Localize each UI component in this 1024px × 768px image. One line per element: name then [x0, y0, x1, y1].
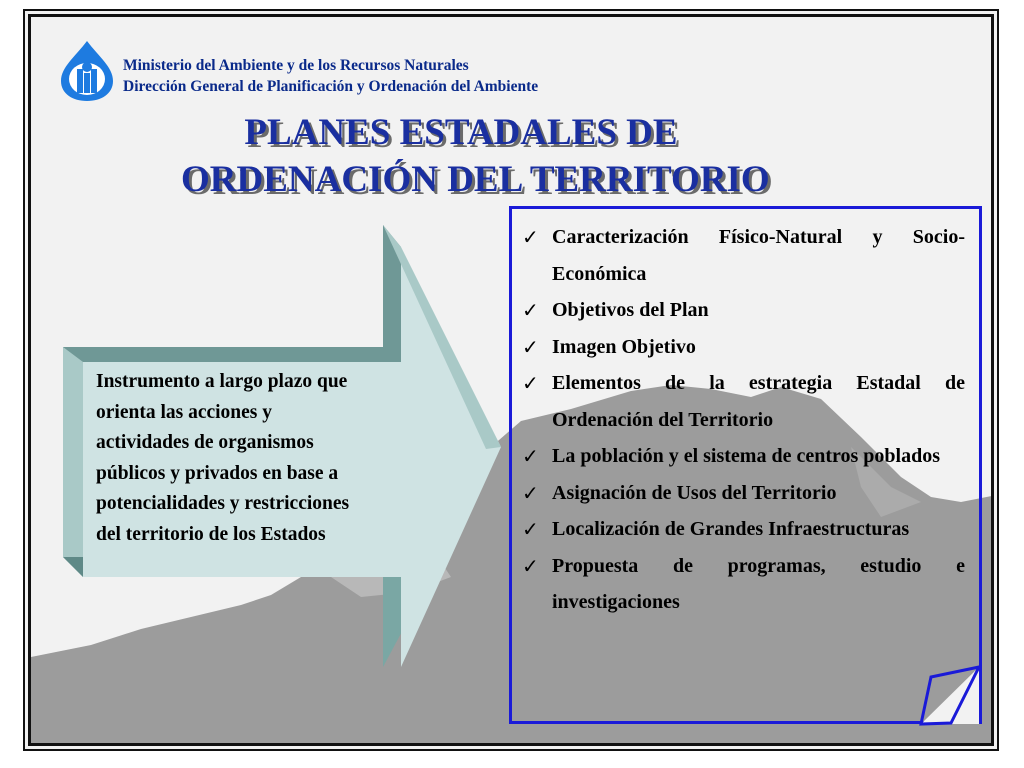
checkmark-icon: ✓	[522, 298, 539, 322]
description-line: orienta las acciones y	[96, 401, 273, 423]
list-item-text: Imagen Objetivo	[552, 335, 696, 358]
checkmark-icon: ✓	[522, 334, 539, 359]
checkmark-icon: ✓	[522, 444, 539, 468]
list-item-text: Elementos de la estrategia Estadal de Ordenación del Territorio	[552, 372, 965, 431]
list-item-text: Localización de Grandes Infraestructuras	[552, 518, 910, 540]
title-line-1: PLANES ESTADALES DE	[244, 112, 678, 153]
description-line: actividades de organismos	[96, 432, 314, 453]
checkmark-icon: ✓	[522, 517, 539, 541]
list-item-text: Objetivos del Plan	[552, 299, 709, 321]
checkmark-icon: ✓	[522, 480, 539, 505]
list-item-text: Asignación de Usos del Territorio	[552, 481, 837, 504]
description-line: potencialidades y restricciones	[96, 493, 350, 514]
description-line: públicos y privados en base a	[96, 462, 339, 484]
description-line: del territorio de los Estados	[96, 523, 326, 545]
list-item-text: Propuesta de programas, estudio e investigaciones	[552, 554, 965, 613]
slide	[28, 14, 994, 746]
list-item-text: Caracterización Físico-Natural y Socio-Económica	[552, 226, 965, 285]
description-line: Instrumento a largo plazo que	[96, 371, 348, 392]
title-line-2: ORDENACIÓN DEL TERRITORIO	[181, 159, 770, 200]
checkmark-icon: ✓	[522, 553, 539, 578]
org-line-direction: Dirección General de Planificación y Ordenación del Ambiente	[123, 78, 539, 95]
page-curl-icon	[31, 17, 994, 746]
checkmark-icon: ✓	[522, 225, 539, 249]
checkmark-icon: ✓	[522, 371, 539, 395]
org-line-ministry: Ministerio del Ambiente y de los Recursos Naturales	[123, 57, 469, 74]
list-item-text: La población y el sistema de centros poblados	[552, 445, 940, 467]
